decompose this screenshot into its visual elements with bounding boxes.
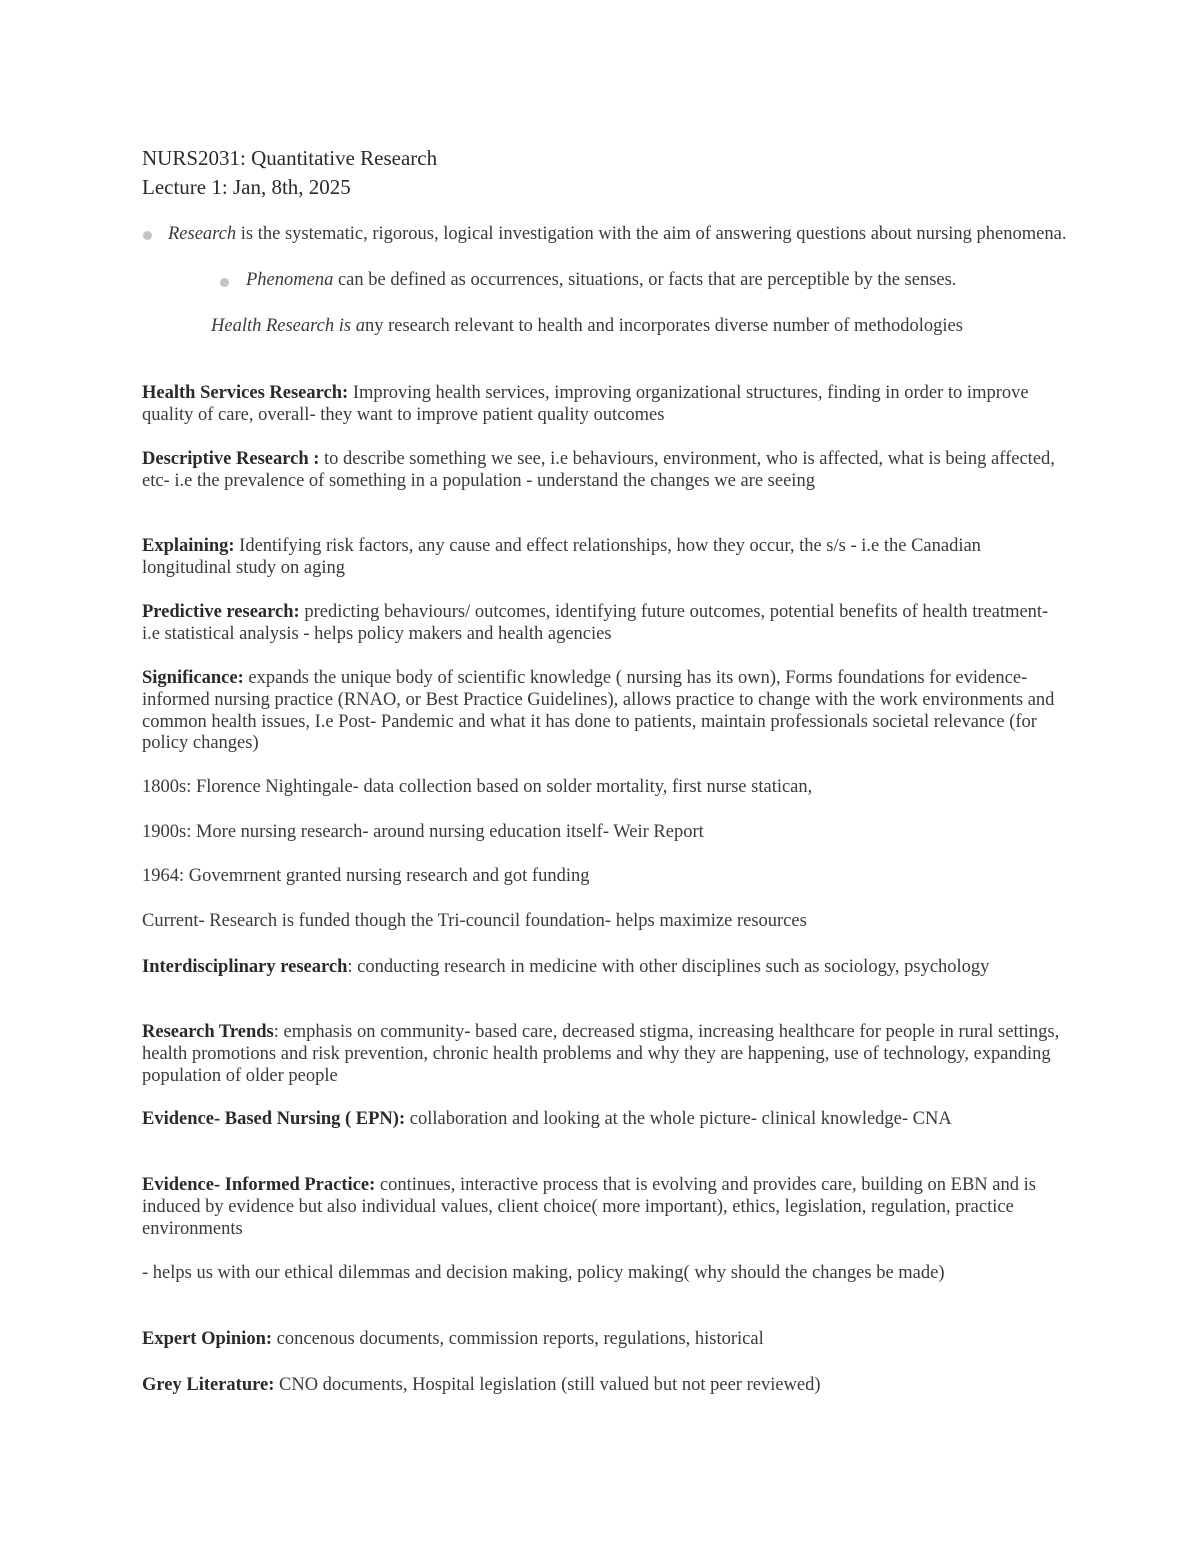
- text-trends: : emphasis on community- based care, decreased stigma, increasing healthcare for people in rural settings, health promotions and risk prevention, chronic health problems and why they are happening, use of technology, expanding population of older people: [142, 1022, 1060, 1086]
- term-health-services: Health Services Research:: [142, 383, 349, 403]
- health-research-text: [211, 316, 981, 338]
- text-interdisciplinary: : conducting research in medicine with other disciplines such as sociology, psychology: [347, 957, 990, 977]
- bullet-dot-icon: [220, 278, 229, 287]
- bullet-dot-icon: [143, 231, 152, 240]
- section-descriptive: [142, 449, 1067, 493]
- history-1964: 1964: Govemrnent granted nursing research and got funding: [142, 866, 590, 886]
- section-eip: [142, 1175, 1067, 1240]
- term-research: Research: [168, 224, 237, 244]
- section-significance: [142, 668, 1067, 755]
- term-health-research: Health Research is a: [211, 316, 365, 336]
- history-1900s: 1900s: More nursing research- around nursing education itself- Weir Report: [142, 822, 704, 842]
- current-funding: Current- Research is funded though the Tri-council foundation- helps maximize resources: [142, 911, 807, 931]
- course-title: NURS2031: Quantitative Research: [142, 146, 438, 170]
- bullet-research-text: [168, 224, 1068, 246]
- text-ebn: collaboration and looking at the whole picture- clinical knowledge- CNA: [405, 1109, 952, 1129]
- text-health-services: Improving health services, improving organizational structures, finding in order to improve quality of care, overall- they want to improve patient quality outcomes: [142, 383, 1029, 425]
- section-expert: [142, 1329, 1067, 1351]
- term-trends: Research Trends: [142, 1022, 274, 1042]
- text-descriptive: to describe something we see, i.e behaviours, environment, who is affected, what is being affected, etc- i.e the prevalence of something in a population - understand the changes we are seeing: [142, 449, 1055, 491]
- eip-note: - helps us with our ethical dilemmas and decision making, policy making( why should the changes be made): [142, 1263, 945, 1283]
- definition-phenomena: can be defined as occurrences, situations, or facts that are perceptible by the senses.: [333, 270, 957, 290]
- text-expert: concenous documents, commission reports, regulations, historical: [272, 1329, 764, 1349]
- lecture-date: Lecture 1: Jan, 8th, 2025: [142, 175, 351, 199]
- definition-health-research: ny research relevant to health and incorporates diverse number of methodologies: [364, 316, 963, 336]
- section-explaining: [142, 536, 1067, 580]
- term-ebn: Evidence- Based Nursing ( EPN):: [142, 1109, 406, 1129]
- text-grey: CNO documents, Hospital legislation (still valued but not peer reviewed): [274, 1375, 821, 1395]
- definition-research: is the systematic, rigorous, logical investigation with the aim of answering questions about nursing phenomena.: [236, 224, 1067, 244]
- text-predictive: predicting behaviours/ outcomes, identifying future outcomes, potential benefits of health treatment- i.e statistical analysis - helps policy makers and health agencies: [142, 602, 1049, 644]
- section-trends: [142, 1022, 1067, 1087]
- text-explaining: Identifying risk factors, any cause and effect relationships, how they occur, the s/s - i.e the Canadian longitudinal study on aging: [142, 536, 981, 578]
- term-predictive: Predictive research:: [142, 602, 300, 622]
- section-ebn: [142, 1109, 1067, 1131]
- term-expert: Expert Opinion:: [142, 1329, 273, 1349]
- section-health-services: [142, 383, 1067, 427]
- term-significance: Significance:: [142, 668, 244, 688]
- text-eip: continues, interactive process that is evolving and provides care, building on EBN and is induced by evidence but also individual values, client choice( more important), ethics, legislation, regulation, practice environments: [142, 1175, 1036, 1239]
- term-eip: Evidence- Informed Practice:: [142, 1175, 376, 1195]
- section-predictive: [142, 602, 1067, 646]
- term-descriptive: Descriptive Research :: [142, 449, 320, 469]
- term-phenomena: Phenomena: [246, 270, 334, 290]
- text-significance: expands the unique body of scientific knowledge ( nursing has its own), Forms foundations for evidence-informed nursing practice (RNAO, or Best Practice Guidelines), allows practice to change with the work environments and common health issues, I.e Post- Pandemic and what it has done to patients, maintain professionals societal relevance (for policy changes): [142, 668, 1055, 754]
- history-1800s: 1800s: Florence Nightingale- data collection based on solder mortality, first nurse statican,: [142, 777, 813, 797]
- bullet-phenomena-text: [246, 270, 1026, 292]
- term-interdisciplinary: Interdisciplinary research: [142, 957, 348, 977]
- section-grey: [142, 1375, 1067, 1397]
- term-grey: Grey Literature:: [142, 1375, 275, 1395]
- section-interdisciplinary: [142, 957, 1067, 979]
- term-explaining: Explaining:: [142, 536, 235, 556]
